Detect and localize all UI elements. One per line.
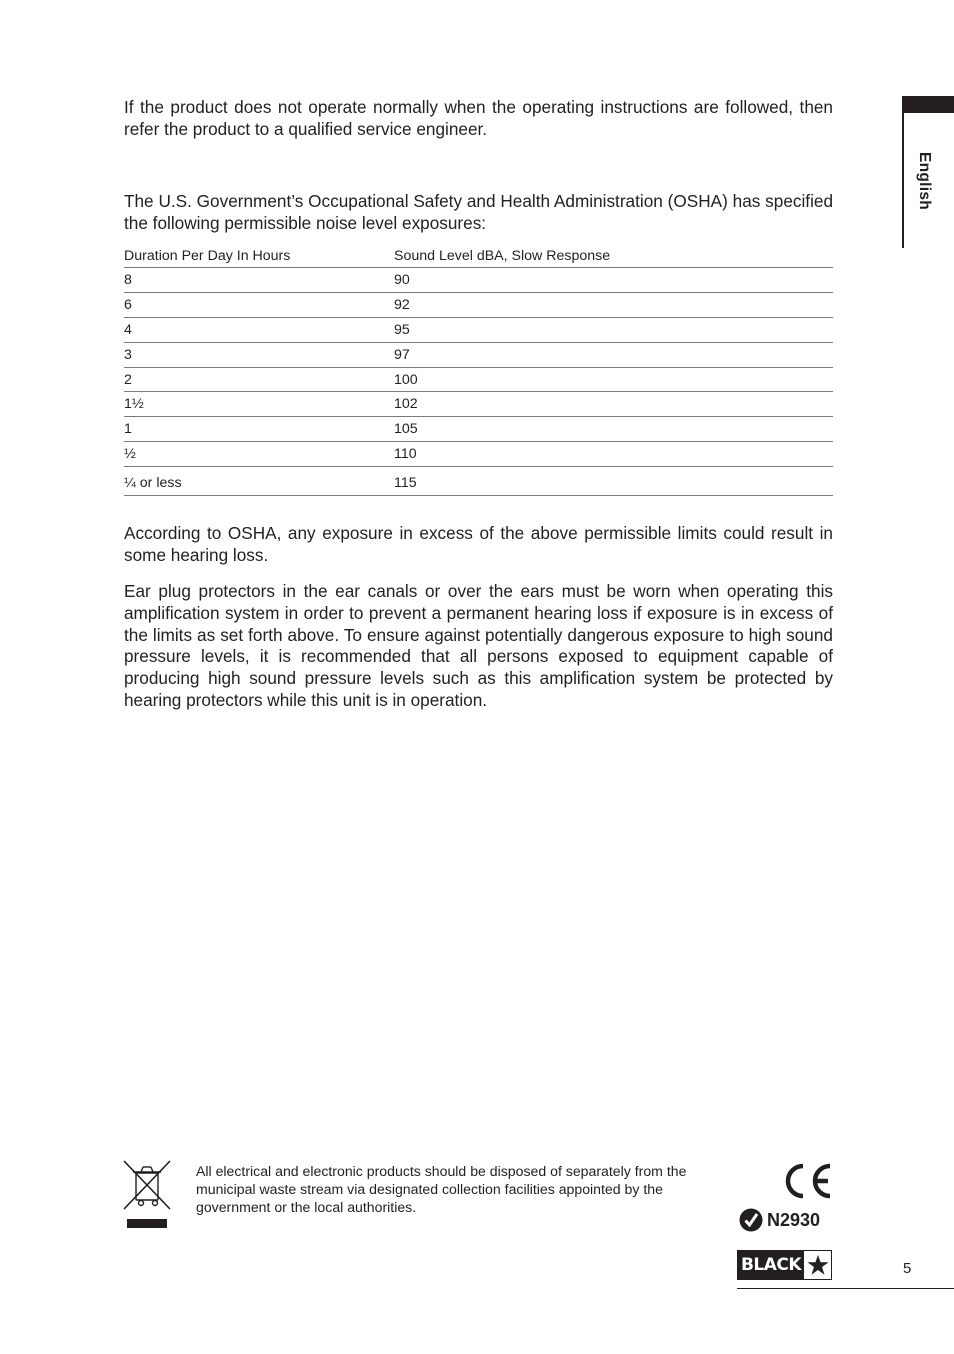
table-row xyxy=(124,467,833,496)
table-row xyxy=(124,343,833,368)
sound-level-cell: 105 xyxy=(394,421,418,438)
header-duration: Duration Per Day In Hours xyxy=(124,247,291,264)
brand-logo-text: BLACK xyxy=(738,1251,804,1279)
header-sound-level: Sound Level dBA, Slow Response xyxy=(394,247,611,264)
osha-intro-paragraph: The U.S. Government’s Occupational Safety and Health Administration (OSHA) has specified the following permissible noise level exposures: xyxy=(124,191,833,233)
duration-cell: 1 xyxy=(124,421,132,438)
duration-cell: ¼ or less xyxy=(124,475,182,492)
intro-paragraph: If the product does not operate normally when the operating instructions are followed, then refer the product to a qualified service engineer. xyxy=(124,97,833,139)
sound-level-cell: 97 xyxy=(394,346,410,363)
table-row xyxy=(124,318,833,343)
ear-plug-paragraph: Ear plug protectors in the ear canals or over the ears must be worn when operating this amplification system in order to prevent a permanent hearing loss if exposure is in excess of the limits as set forth above. To ensure against potentially dangerous exposure to high sound pressure levels, it is recommended that all persons exposed to equipment capable of producing high sound pressure levels such as this amplification system be protected by hearing protectors while this unit is in operation. xyxy=(124,581,833,710)
sound-level-cell: 90 xyxy=(394,271,410,288)
language-tab-rule xyxy=(902,96,904,248)
sound-level-cell: 100 xyxy=(394,371,418,388)
noise-exposure-table xyxy=(124,244,833,496)
duration-cell: 1½ xyxy=(124,396,144,413)
language-label: English xyxy=(916,151,933,211)
sound-level-cell: 102 xyxy=(394,396,418,413)
c-tick-certification xyxy=(739,1208,820,1232)
star-icon xyxy=(804,1251,831,1279)
footer-rule xyxy=(737,1288,954,1289)
table-row xyxy=(124,293,833,318)
sound-level-cell: 92 xyxy=(394,296,410,313)
table-row xyxy=(124,268,833,293)
language-tab-bar xyxy=(902,96,954,113)
page-number: 5 xyxy=(903,1260,912,1277)
c-tick-icon xyxy=(739,1208,763,1232)
sound-level-cell: 110 xyxy=(394,446,417,463)
table-row xyxy=(124,442,833,467)
duration-cell: 2 xyxy=(124,371,132,388)
table-row xyxy=(124,417,833,442)
sound-level-cell: 115 xyxy=(394,475,417,492)
duration-cell: 8 xyxy=(124,271,132,288)
disposal-notice: All electrical and electronic products should be disposed of separately from the municipal waste stream via designated collection facilities appointed by the government or the local authorities. xyxy=(196,1163,687,1216)
duration-cell: 4 xyxy=(124,321,132,338)
duration-cell: 3 xyxy=(124,346,132,363)
crossed-out-wheelie-bin-icon xyxy=(121,1159,173,1231)
ce-mark-icon xyxy=(781,1162,833,1200)
duration-cell: ½ xyxy=(124,446,136,463)
duration-cell: 6 xyxy=(124,296,132,313)
sound-level-cell: 95 xyxy=(394,321,410,338)
brand-logo xyxy=(737,1250,832,1280)
table-row xyxy=(124,368,833,393)
table-row xyxy=(124,392,833,417)
table-header-row xyxy=(124,244,833,268)
osha-note-paragraph: According to OSHA, any exposure in excess of the above permissible limits could result in some hearing loss. xyxy=(124,523,833,565)
c-tick-code: N2930 xyxy=(767,1209,821,1230)
